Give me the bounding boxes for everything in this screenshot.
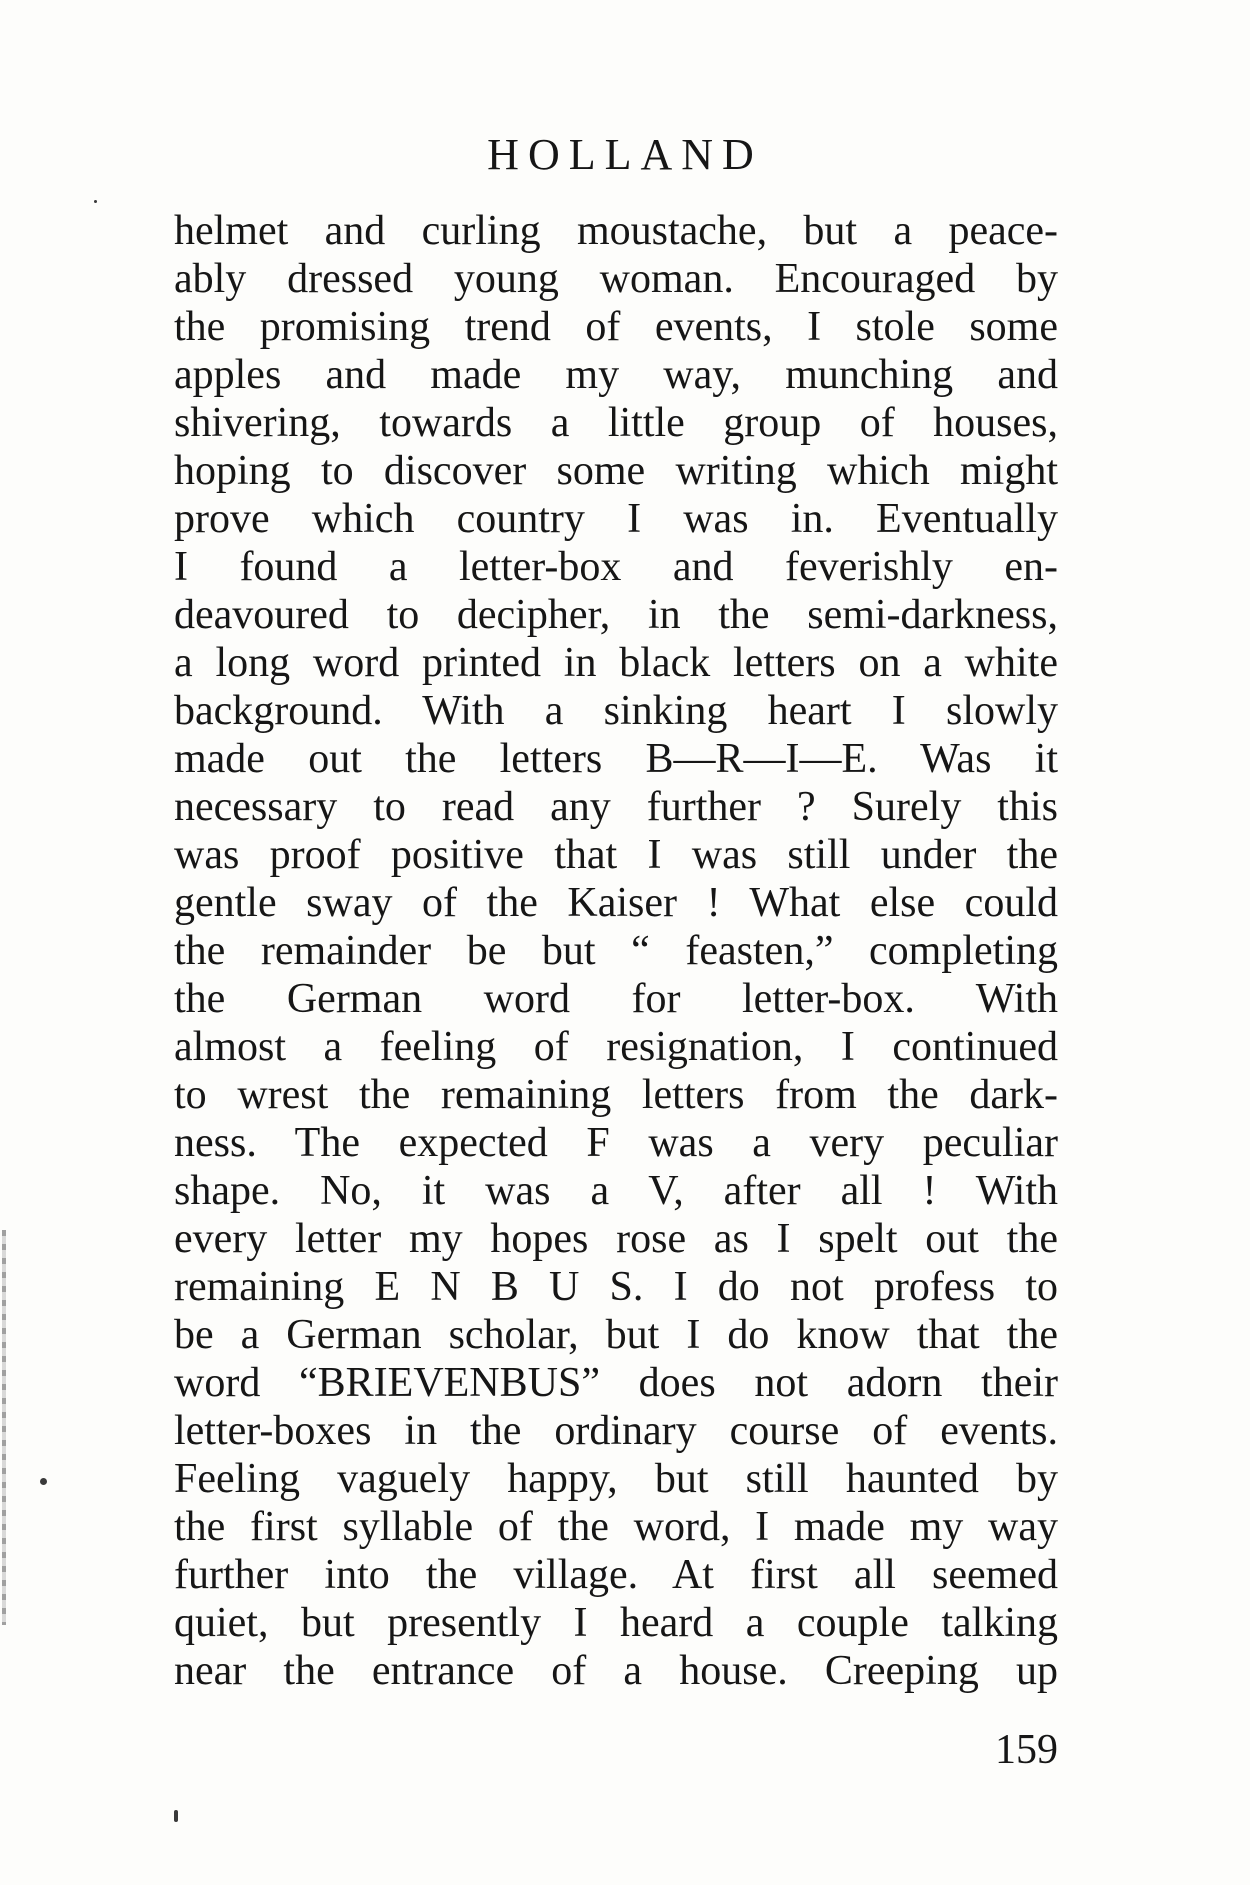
text-line: further into the village. At first all seemed	[174, 1552, 1058, 1598]
running-head: HOLLAND	[487, 130, 763, 179]
body-text	[174, 207, 1058, 1695]
text-line: gentle sway of the Kaiser ! What else could	[174, 880, 1058, 926]
text-line: background. With a sinking heart I slowly	[174, 688, 1058, 734]
text-line: shivering, towards a little group of houses,	[174, 400, 1058, 446]
text-line: shape. No, it was a V, after all ! With	[174, 1168, 1058, 1214]
text-line: prove which country I was in. Eventually	[174, 496, 1058, 542]
text-line: the remainder be but “ feasten,” completing	[174, 928, 1058, 974]
ink-speck	[174, 1810, 178, 1822]
text-line: letter-boxes in the ordinary course of events.	[174, 1408, 1058, 1454]
text-line: ably dressed young woman. Encouraged by	[174, 256, 1058, 302]
text-line: hoping to discover some writing which might	[174, 448, 1058, 494]
text-line: be a German scholar, but I do know that the	[174, 1312, 1058, 1358]
text-line: was proof positive that I was still under the	[174, 832, 1058, 878]
text-line: a long word printed in black letters on a white	[174, 640, 1058, 686]
text-line: quiet, but presently I heard a couple talking	[174, 1600, 1058, 1646]
text-line: I found a letter-box and feverishly en-	[174, 544, 1058, 590]
text-line: deavoured to decipher, in the semi-darkness,	[174, 592, 1058, 638]
text-line: helmet and curling moustache, but a peace-	[174, 208, 1058, 254]
text-line: remaining E N B U S. I do not profess to	[174, 1264, 1058, 1310]
text-line: necessary to read any further ? Surely this	[174, 784, 1058, 830]
text-line: made out the letters B—R—I—E. Was it	[174, 736, 1058, 782]
ink-speck	[94, 200, 97, 203]
text-line: word “BRIEVENBUS” does not adorn their	[174, 1360, 1058, 1406]
text-line: the promising trend of events, I stole some	[174, 304, 1058, 350]
binding-edge-mark	[2, 1230, 6, 1625]
text-line: ness. The expected F was a very peculiar	[174, 1120, 1058, 1166]
text-line: Feeling vaguely happy, but still haunted by	[174, 1456, 1058, 1502]
text-line: every letter my hopes rose as I spelt out the	[174, 1216, 1058, 1262]
ink-speck	[40, 1478, 47, 1485]
text-line: the German word for letter-box. With	[174, 976, 1058, 1022]
text-line: to wrest the remaining letters from the dark-	[174, 1072, 1058, 1118]
page-number: 159	[995, 1727, 1058, 1773]
text-line: the first syllable of the word, I made my way	[174, 1504, 1058, 1550]
text-line: near the entrance of a house. Creeping up	[174, 1648, 1058, 1694]
text-line: almost a feeling of resignation, I continued	[174, 1024, 1058, 1070]
text-line: apples and made my way, munching and	[174, 352, 1058, 398]
